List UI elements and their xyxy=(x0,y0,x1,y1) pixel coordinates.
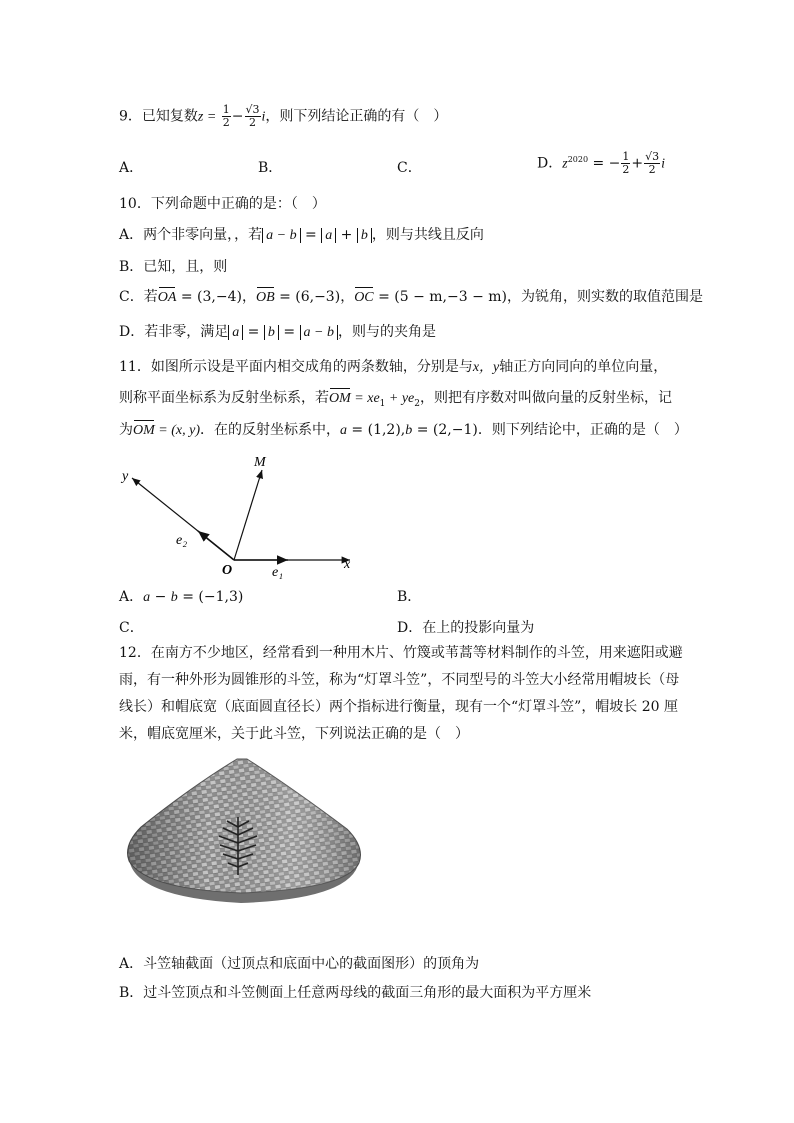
label-x: x xyxy=(344,557,351,572)
q11-option-d: D．在上的投影向量为 xyxy=(397,620,535,636)
q12-stem-line-4: 米，帽底宽厘米，关于此斗笠，下列说法正确的是（ ） xyxy=(119,726,469,742)
label-o: O xyxy=(222,563,233,578)
q9-stem xyxy=(119,104,447,129)
label-e2: e₂ xyxy=(176,533,188,548)
q10-option-a: A．两个非零向量，，若 a − b = a + b ，则与共线且反向 xyxy=(119,227,484,243)
q9-z: z = xyxy=(197,109,217,125)
q9-lead: 9．已知复数 xyxy=(119,108,198,125)
q9-fraction-1: $\frac{1}{2}$ xyxy=(222,103,230,129)
q11-stem-line-3: 为OM = (x, y)．在的反射坐标系中，a = (1,2),b = (2,−1)．则下列结论中，正确的是（ ） xyxy=(119,420,688,441)
q9-option-a: A． xyxy=(119,160,144,176)
oblique-coordinate-figure xyxy=(118,452,378,582)
q12-stem-line-1: 12．在南方不少地区，经常看到一种用木片、竹篾或苇蒿等材料制作的斗笠，用来遮阳或避 xyxy=(119,645,683,661)
q10-option-b: B．已知，且，则 xyxy=(119,259,228,275)
q9-option-c: C． xyxy=(397,160,422,176)
q10-option-c: C．若OA = (3,−4)，OB = (6,−3)，OC = (5 − m,−3 − m)，为锐角，则实数的取值范围是 xyxy=(119,287,703,308)
q12-stem-line-2: 雨，有一种外形为圆锥形的斗笠，称为“灯罩斗笠”，不同型号的斗笠大小经常用帽坡长（母 xyxy=(119,672,680,688)
q11-stem-line-1: 11．如图所示设是平面内相交成角的两条数轴，分别是与x，y轴正方向同向的单位向量， xyxy=(119,359,668,375)
q10-stem: 10．下列命题中正确的是：（ ） xyxy=(119,196,326,212)
conical-hat-image xyxy=(121,757,365,907)
q9-option-b: B． xyxy=(258,160,283,176)
q11-stem-line-2: 则称平面坐标系为反射坐标系，若OM = $xe_1 + ye_2$，则把有序数对叫做向量的反射坐标，记 xyxy=(119,390,672,409)
q11-option-c: C． xyxy=(119,620,144,636)
q9-i: i xyxy=(261,109,266,125)
unit-vector-e2 xyxy=(198,531,234,560)
q9-minus: − xyxy=(231,108,244,125)
vector-om xyxy=(234,470,262,560)
q11-option-a: A．a − b = (−1,3) xyxy=(119,589,244,605)
q10-option-d: D．若非零，满足 a = b = a − b ，则与的夹角是 xyxy=(119,324,436,340)
q11-option-b: B． xyxy=(397,589,422,605)
label-e1: e₁ xyxy=(272,565,284,580)
q12-option-a: A．斗笠轴截面（过顶点和底面中心的截面图形）的顶角为 xyxy=(119,956,480,972)
q9-tail: ，则下列结论正确的有（ ） xyxy=(265,108,448,125)
q12-stem-line-3: 线长）和帽底宽（底面圆直径长）两个指标进行衡量，现有一个“灯罩斗笠”，帽坡长 20 厘 xyxy=(119,699,679,715)
label-m: M xyxy=(254,455,266,470)
q9-option-d: D．$z^{2020}$ = − $\frac{1}{2}$ + $\frac{√3}{2}$ i xyxy=(537,150,666,177)
label-y: y xyxy=(122,469,129,484)
q12-option-b: B．过斗笠顶点和斗笠侧面上任意两母线的截面三角形的最大面积为平方厘米 xyxy=(119,985,592,1001)
q9-fraction-2: $\frac{√3}{2}$ xyxy=(245,103,260,129)
